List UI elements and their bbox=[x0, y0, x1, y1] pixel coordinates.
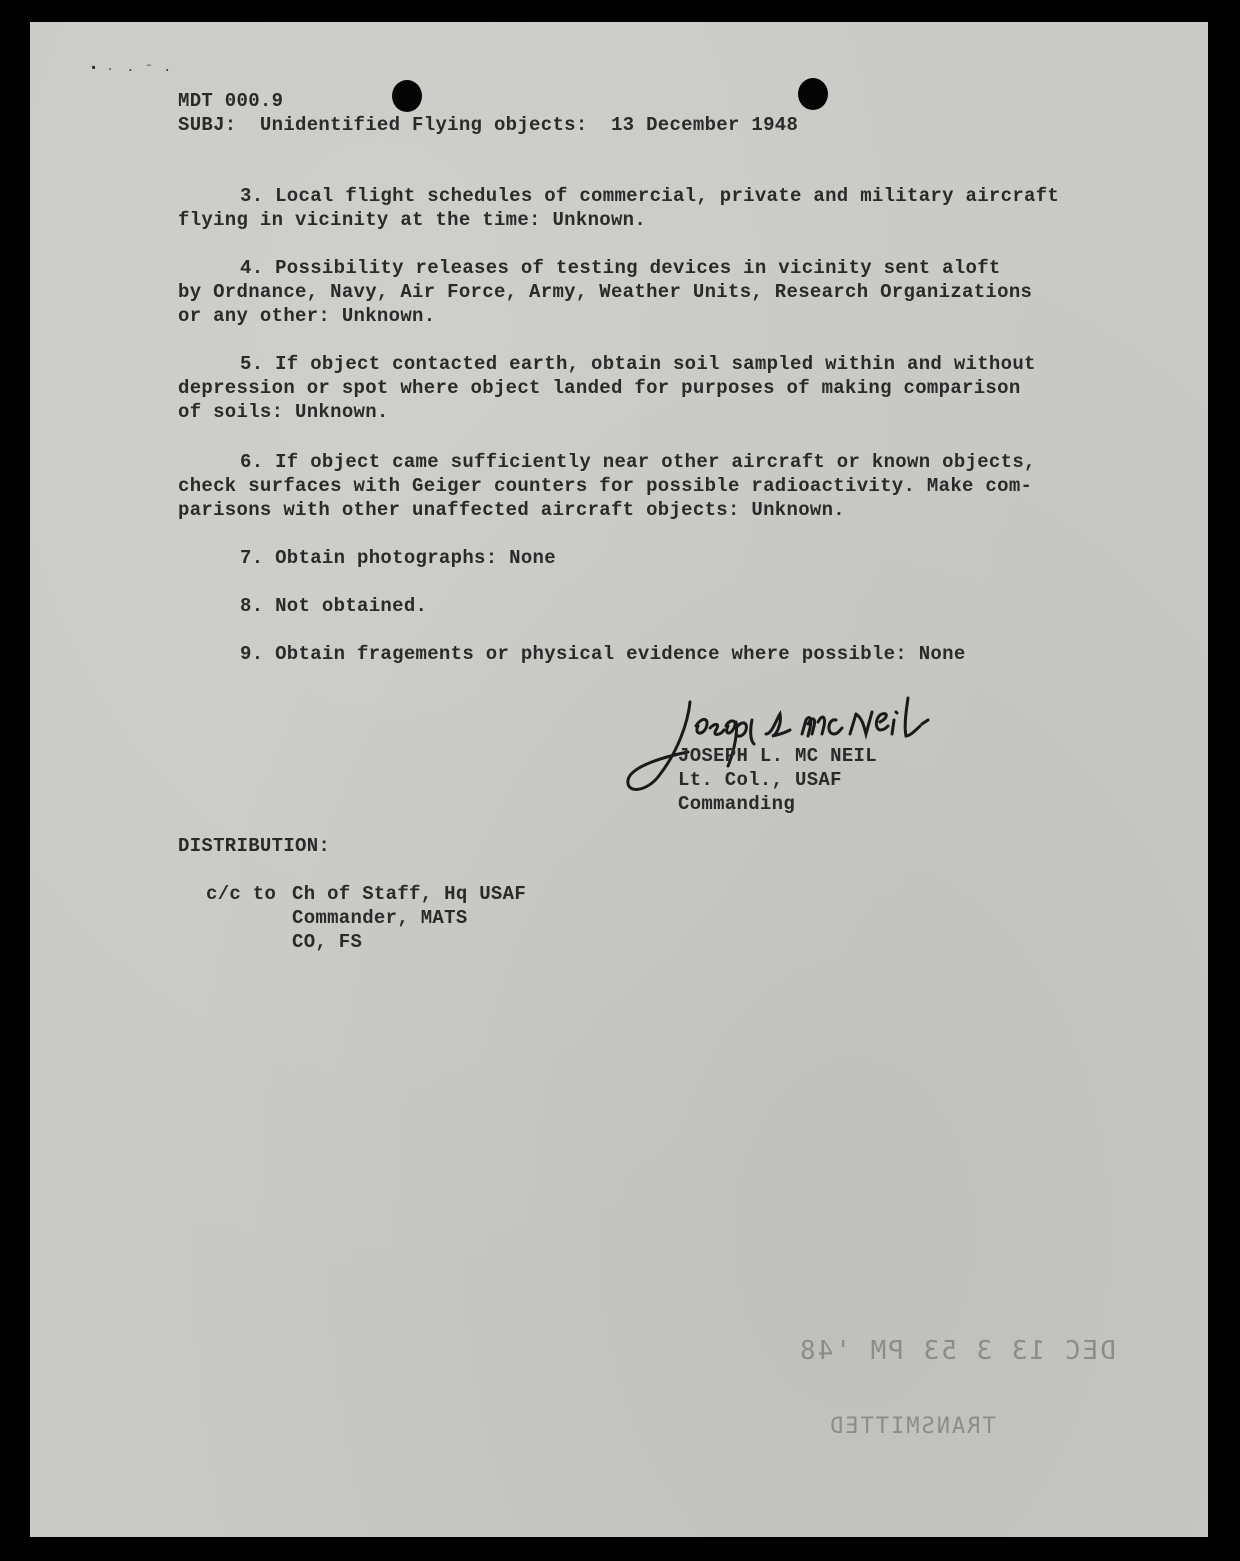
paragraph-7 bbox=[178, 546, 1138, 570]
paragraph-number: 9. bbox=[240, 643, 264, 665]
paragraph-number: 3. bbox=[240, 185, 264, 207]
paragraph-number: 4. bbox=[240, 257, 264, 279]
paragraph-number: 6. bbox=[240, 451, 264, 473]
signer-name: JOSEPH L. MC NEIL bbox=[678, 745, 877, 767]
paper-marks: ▪ ˴ . ⁻ . bbox=[90, 61, 173, 75]
paragraph-8 bbox=[178, 594, 1138, 618]
paragraph-6 bbox=[178, 450, 1138, 522]
paragraph-number: 5. bbox=[240, 353, 264, 375]
document-page bbox=[30, 22, 1208, 1537]
paragraph-5 bbox=[178, 352, 1138, 424]
signer-rank: Lt. Col., USAF bbox=[678, 769, 842, 791]
distribution-heading: DISTRIBUTION: bbox=[178, 835, 331, 857]
transmitted-stamp: TRANSMITTED bbox=[828, 1414, 996, 1439]
file-reference: MDT 000.9 bbox=[178, 90, 284, 112]
cc-prefix: c/c to bbox=[206, 883, 277, 905]
subject-line: SUBJ: Unidentified Flying objects: 13 December 1948 bbox=[178, 114, 799, 136]
paragraph-text: Obtain photographs: None bbox=[275, 547, 556, 569]
paragraph-text: If object came sufficiently near other aircraft or known objects, check surfaces with Geiger counters for possible radioactivity. Make com- parisons with other unaffected aircraft objects: Unknown. bbox=[178, 451, 1036, 521]
paragraph-text: Possibility releases of testing devices in vicinity sent aloft by Ordnance, Navy, Air Force, Army, Weather Units, Research Organizations or any other: Unknown. bbox=[178, 257, 1033, 327]
punch-hole-right bbox=[798, 78, 828, 110]
distribution-recipient: CO, FS bbox=[292, 931, 363, 953]
paragraph-number: 7. bbox=[240, 547, 264, 569]
paragraph-text: Local flight schedules of commercial, private and military aircraft flying in vicinity at the time: Unknown. bbox=[178, 185, 1060, 231]
paragraph-text: Obtain fragements or physical evidence where possible: None bbox=[275, 643, 966, 665]
paragraph-text: Not obtained. bbox=[275, 595, 428, 617]
punch-hole-left bbox=[392, 80, 422, 112]
paragraph-number: 8. bbox=[240, 595, 264, 617]
received-date-stamp: DEC 13 3 53 PM '48 bbox=[798, 1336, 1116, 1366]
distribution-recipient: Ch of Staff, Hq USAF bbox=[292, 883, 527, 905]
paragraph-4 bbox=[178, 256, 1138, 328]
signer-title: Commanding bbox=[678, 793, 796, 815]
paragraph-3 bbox=[178, 184, 1138, 232]
distribution-recipient: Commander, MATS bbox=[292, 907, 468, 929]
paragraph-text: If object contacted earth, obtain soil sampled within and without depression or spot where object landed for purposes of making comparison of soils: Unknown. bbox=[178, 353, 1036, 423]
paragraph-9 bbox=[178, 642, 1138, 666]
